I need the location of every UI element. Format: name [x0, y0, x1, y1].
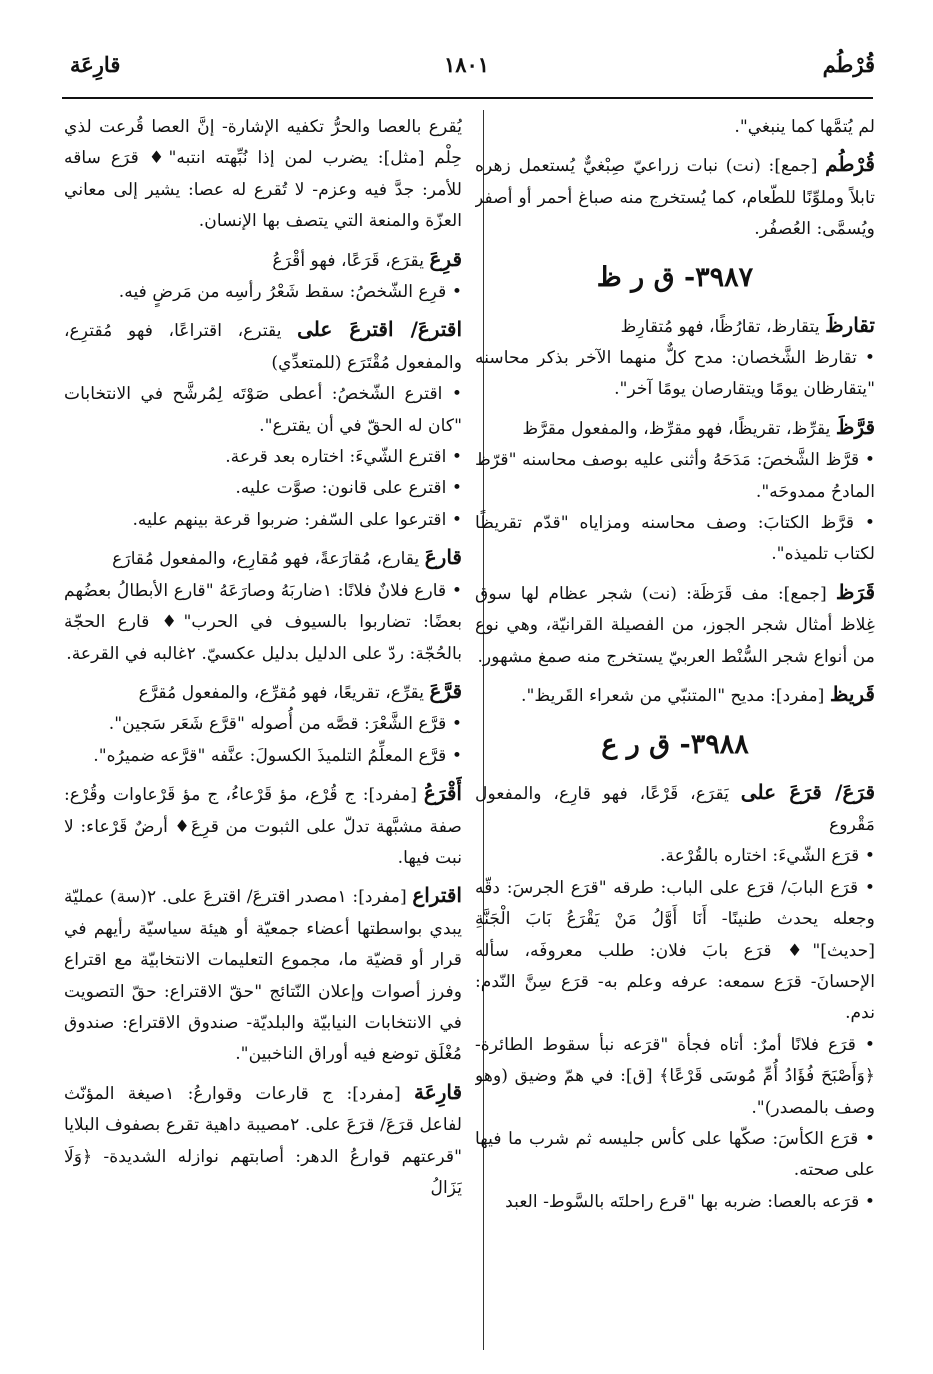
- headword: قَريظ: [829, 682, 875, 707]
- entry-paragraph: [475, 577, 875, 673]
- entry-text: • اقترعوا على السّفر: ضربوا قرعة بينهم عليه.: [132, 509, 462, 530]
- entry-text: [مفرد]: ج قارعات وقوارعُ: ١صيغة المؤنّث لفاعل قرَعَ/ قرَعَ على. ٢مصيبة داهية تقرع بصفوف البلايا "قرعتهم قوارعُ الدهر: أصابتهم نوازله الشديدة- ﴿وَلَا يَزَالُ: [64, 1083, 462, 1198]
- entry-paragraph: [64, 314, 462, 379]
- entry-text: [مفرد]: ج قُرْع، مؤ قَرْعاءُ، ج مؤ قَرْعاوات وقُرْع: صفة مشبَّهة تدلّ على الثبوت من قرِعَ♦ أرضٌ قَرْعاء: لا نبت فيها.: [64, 785, 462, 868]
- sense-paragraph: [475, 841, 875, 872]
- headword: أَقْرَعُ: [423, 781, 462, 806]
- entry-text: • قارع فلانٌ فلانًا: ١ضاربَهُ وصارَعَهُ "قارع الأبطالُ بعضُهم بعضًا: تضاربوا بالسيوف في الحرب"♦ قارع الحجّة بالحُجّة: ردّ على الدليل بدليل عكسيّ. ٢غالبه في القرعة.: [64, 580, 462, 664]
- header-rule: [62, 97, 873, 99]
- sense-paragraph: [64, 277, 462, 308]
- root-section-heading: ٣٩٨٨- ق ر ع: [601, 728, 749, 760]
- headword: قُرْطُم: [825, 152, 875, 177]
- entry-paragraph: [64, 676, 462, 709]
- entry-text: يقرِّظ، تقريظًا، فهو مقرِّظ، والمفعول مقرَّظ: [522, 418, 836, 439]
- entry-text: • تقارظ الشَّخصان: مدح كلٌّ منهما الآخر بذكر محاسنه "يتقارظان يومًا ويتقارصان يومًا آخر".: [475, 348, 875, 400]
- entry-text: • قرَع فلانًا أمرٌ: أتاه فجأة "قرَعه نبأ سقوط الطائرة- ﴿وَأَصْبَحَ فُؤَادُ أُمِّ مُوسَى قَرْعًا﴾ [ق]: في همّ وضيق (وهو وصف بالمصدر)".: [475, 1034, 875, 1118]
- page-number: ١٨٠١: [443, 52, 490, 77]
- sense-paragraph: [64, 473, 462, 504]
- root-section-heading: ٣٩٨٧- ق ر ظ: [596, 261, 754, 293]
- headword: قارِعَة: [414, 1079, 462, 1104]
- sense-paragraph: [475, 1187, 875, 1218]
- entry-text: يتقارظ، تقارُظًا، فهو مُتقارِظ: [620, 316, 826, 337]
- headword: قرَعَ/ قرَعَ على: [740, 779, 875, 804]
- sense-paragraph: [64, 112, 462, 238]
- headword: قرَّظَ: [835, 414, 875, 439]
- running-head-last-word: قارِعَة: [70, 52, 121, 77]
- entry-paragraph: [475, 777, 875, 842]
- entry-paragraph: [475, 412, 875, 445]
- headword: قارعَ: [424, 545, 462, 570]
- entry-text: يُقرع بالعصا والحرُّ تكفيه الإشارة- إنَّ العصا قُرعت لذي حِلْم [مثل]: يضرب لمن إذا نُبِّهته انتبه"♦ قرَع ساقه للأمر: جدَّ فيه وعزم- لا تُقرع له عصا: يشير إلى معاني العزّة والمنعة التي يتصف بها الإنسان.: [64, 117, 462, 232]
- entry-text: يقترع، اقتراعًا، فهو مُقترِع، والمفعول مُقْتَرَع (للمتعدِّي): [64, 321, 462, 373]
- entry-text: • اقترع الشّخصُ: أعطى صَوْتَه لِمُرشَّح في الانتخابات "كان له الحقّ في أن يقترع".: [64, 384, 462, 436]
- sense-paragraph: [475, 1124, 875, 1187]
- entry-paragraph: [64, 880, 462, 1070]
- sense-paragraph: [475, 1030, 875, 1124]
- entry-text: [جمع]: (نت) نبات زراعيّ صِبْغيٌّ يُستعمل زهره تابلاً وملوِّنًا للطّعام، كما يُستخرج منه صباغ أحمر أو أصفر ويُسمَّى: العُصفُر.: [475, 156, 875, 240]
- entry-paragraph: [64, 542, 462, 575]
- sense-paragraph: [64, 576, 462, 670]
- entry-text: [مفرد]: مديح "المتنبّي من شعراء القَريظ".: [520, 686, 830, 707]
- entry-paragraph: [475, 679, 875, 712]
- headword: تقارظَ: [825, 312, 875, 337]
- entry-text: • قرَعه بالعصا: ضربه بها "قرع راحلتَه بالسَّوط- العبد: [505, 1191, 875, 1212]
- entry-text: • قرِع الشّخصُ: سقط شَعْرُ رأسِه من مَرضٍ فيه.: [118, 282, 462, 303]
- entry-text: • قرَع الشّيءَ: اختاره بالقُرْعة.: [660, 846, 875, 867]
- entry-text: • قرَّظ الشَّخصَ: مَدَحَهُ وأثنى عليه بوصف محاسنه "قرّظ المادحُ ممدوحَه".: [475, 450, 875, 502]
- sense-paragraph: [64, 505, 462, 536]
- entry-paragraph: [475, 149, 875, 245]
- entry-text: يقرَع، قَرَعًا، فهو أقْرَعُ: [272, 250, 430, 271]
- headword: قرَّعَ: [429, 678, 462, 703]
- entry-paragraph: [64, 1077, 462, 1205]
- entry-text: • اقترع الشّيءَ: اختاره بعد قرعة.: [225, 447, 462, 468]
- left-column: [64, 112, 462, 1352]
- entry-paragraph: [64, 244, 462, 277]
- entry-text: [مفرد]: ١مصدر اقترعَ/ اقترعَ على. ٢(سة) عمليّة يبدي بواسطتها أعضاء جمعيّة أو هيئة سياسيّة رأيهم في قرار أو قضيّة ما، مجموع التعليمات الانتخابيّة مع اقتراع وفرز أصوات وإعلان النّتائج "حقّ الاقتراع: حقّ التصويت في الانتخابات النيابيّة والبلديّة- صندوق الاقتراع: صندوق مُغْلَق توضع فيه أوراق الناخبين".: [64, 887, 462, 1065]
- right-column: [475, 112, 875, 1352]
- sense-paragraph: [64, 442, 462, 473]
- entry-text: • قرَّظ الكتابَ: وصف محاسنه ومزاياه "قدّم تقريظًا لكتاب تلميذه".: [475, 513, 875, 565]
- entry-text: • قرَع الكأسَ: صكّها على كأس جليسه ثم شرب ما فيها على صحته.: [475, 1128, 875, 1181]
- entry-text: • قرَّع المعلِّمُ التلميذَ الكسولَ: عنَّفه "قرَّعه ضميرُه".: [93, 745, 462, 766]
- sense-paragraph: [475, 508, 875, 571]
- sense-paragraph: [64, 741, 462, 772]
- entry-text: [جمع]: مف قَرَظَة: (نت) شجر عظام لها سوق غِلاظ أمثال شجر الجوز، من الفصيلة القرانيّة، وهي نوع من أنواع شجر السُّنْط العربيّ يستخرج منه صمغ مشهور.: [475, 583, 875, 667]
- sense-paragraph: [475, 445, 875, 508]
- entry-paragraph: [475, 310, 875, 343]
- sense-paragraph: [475, 343, 875, 406]
- headword: قرِعَ: [429, 246, 462, 271]
- sense-paragraph: [475, 112, 875, 143]
- sense-paragraph: [64, 379, 462, 442]
- entry-text: • قرَّع الشَّعْرَ: قصَّه من أُصوله "قرَّع شَعَر سَجين".: [108, 714, 462, 735]
- entry-text: يقرِّع، تقريعًا، فهو مُقرِّع، والمفعول مُقرَّع: [138, 682, 430, 703]
- sense-paragraph: [64, 709, 462, 740]
- headword: اقترعَ/ اقترعَ على: [297, 317, 462, 342]
- entry-text: • اقترع على قانون: صوَّت عليه.: [235, 478, 462, 499]
- entry-text: لم يُتمَّها كما ينبغي".: [734, 117, 875, 137]
- entry-text: • قرَع البابَ/ قرَع على الباب: طرقه "قرَع الجرسَ: دقّه وجعله يحدث طنينًا- أَنَا أَوَّلُ مَنْ يَقْرَعُ بَابَ الْجَنَّةِ [حديث]"♦ قرَع بابَ فلان: طلب معروفَه، سأله الإحسانَ- قرَع سمعه: عرفه وعلم به- قرَع سِنَّ النّدم: ندم.: [475, 877, 875, 1024]
- headword: قَرَظ: [835, 579, 875, 604]
- headword: اقتراع: [412, 883, 462, 908]
- entry-text: يَقرَع، قَرْعًا، فهو قارِع، والمفعول مَقْروع: [475, 783, 875, 835]
- running-head-first-word: قُرْطُم: [822, 52, 875, 77]
- entry-paragraph: [64, 778, 462, 874]
- sense-paragraph: [475, 873, 875, 1030]
- entry-text: يقارع، مُقارَعةً، فهو مُقارِع، والمفعول مُقارَع: [112, 549, 425, 570]
